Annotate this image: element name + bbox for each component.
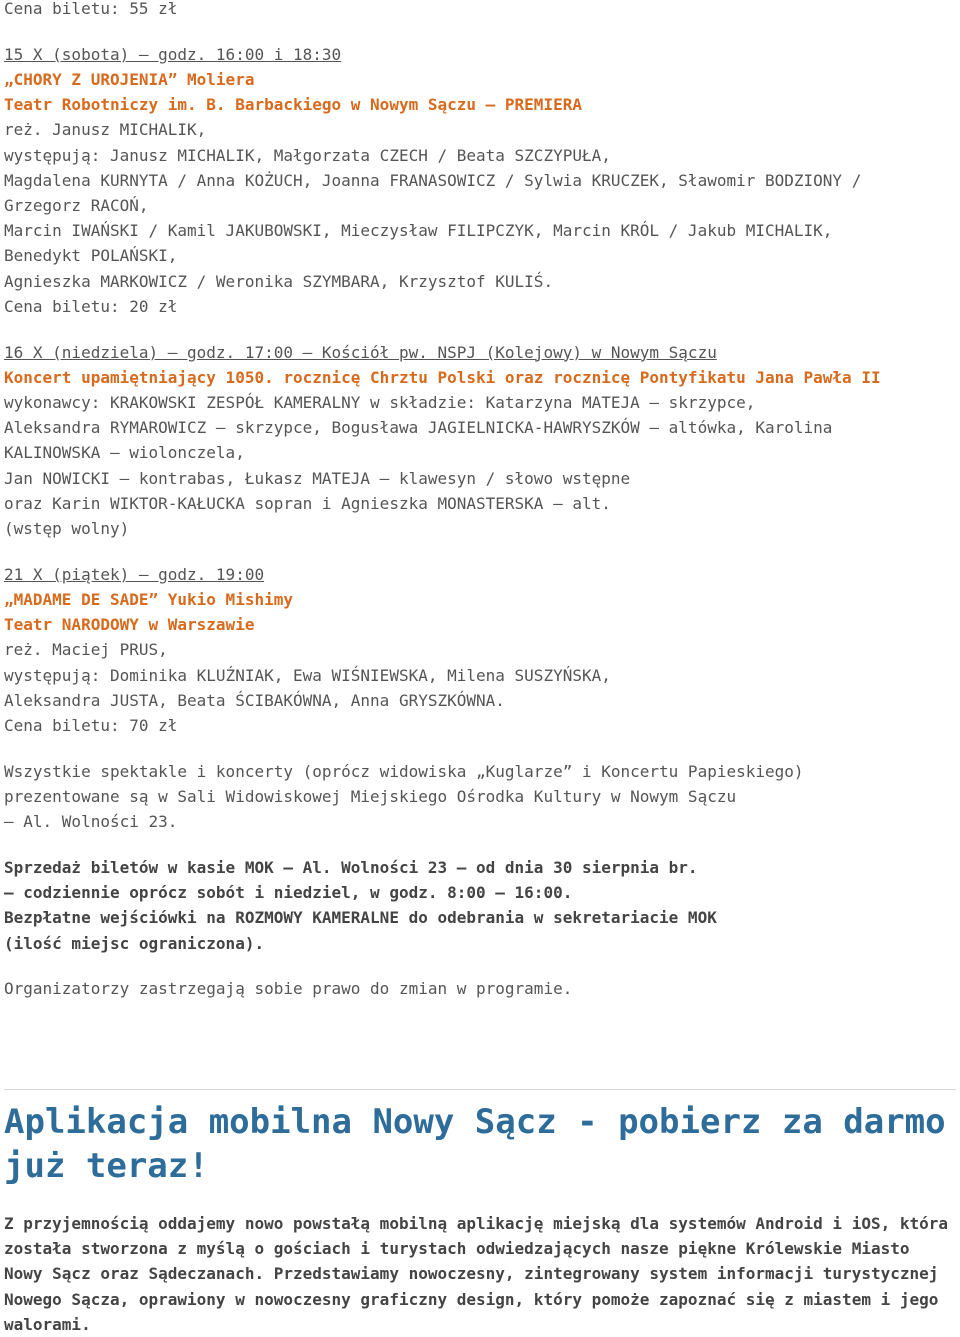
event1-cast: występują: Janusz MICHALIK, Małgorzata CZECH / Beata SZCZYPUŁA,	[4, 145, 611, 165]
app-paragraph: Z przyjemnością oddajemy nowo powstałą mobilną aplikację miejską dla systemów Android i iOS, która została stworzona z myślą o gościach i turystach odwiedzających nasze piękne Królewskie Miasto Nowy Sącz oraz Sądeczanach. Przedstawiamy nowoczesny, zintegrowany system informacji turystycznej Nowego Sącza, oprawiony w nowoczesny graficzny design, który pomoże zapoznać się z miastem i jego walorami.	[4, 1214, 949, 1334]
sales-line: Bezpłatne wejściówki na ROZMOWY KAMERALNE do odebrania w sekretariacie MOK	[4, 908, 717, 928]
event2-performers: Aleksandra RYMAROWICZ – skrzypce, Bogusława JAGIELNICKA-HAWRYSZKÓW – altówka, Karolina	[4, 418, 833, 438]
ticket-sales-info	[4, 855, 956, 956]
event2-title: Koncert upamiętniający 1050. rocznicę Chrztu Polski oraz rocznicę Pontyfikatu Jana Pawła II	[4, 367, 881, 387]
event-koncert	[4, 340, 956, 542]
event-madame-de-sade	[4, 562, 956, 738]
event3-cast: Aleksandra JUSTA, Beata ŚCIBAKÓWNA, Anna GRYSZKÓWNA.	[4, 690, 505, 710]
event2-entry: (wstęp wolny)	[4, 519, 130, 539]
event1-cast: Agnieszka MARKOWICZ / Weronika SZYMBARA, Krzysztof KULIŚ.	[4, 271, 554, 291]
venue-line: – Al. Wolności 23.	[4, 812, 178, 832]
event1-cast: Benedykt POLAŃSKI,	[4, 246, 178, 266]
event2-performers: oraz Karin WIKTOR-KAŁUCKA sopran i Agnieszka MONASTERSKA – alt.	[4, 493, 611, 513]
event1-title: „CHORY Z UROJENIA” Moliera	[4, 70, 255, 89]
event2-performers: wykonawcy: KRAKOWSKI ZESPÓŁ KAMERALNY w składzie: Katarzyna MATEJA – skrzypce,	[4, 393, 756, 413]
organizers-note: Organizatorzy zastrzegają sobie prawo do zmian w programie.	[4, 979, 573, 999]
event1-date: 15 X (sobota) – godz. 16:00 i 18:30	[4, 44, 342, 64]
event3-theatre: Teatr NARODOWY w Warszawie	[4, 615, 255, 635]
event2-date: 16 X (niedziela) – godz. 17:00 – Kościół pw. NSPJ (Kolejowy) w Nowym Sączu	[4, 342, 717, 362]
event3-director: reż. Maciej PRUS,	[4, 640, 168, 660]
app-heading: Aplikacja mobilna Nowy Sącz - pobierz za darmo już teraz!	[4, 1102, 946, 1186]
event3-title: „MADAME DE SADE” Yukio Mishimy	[4, 590, 293, 610]
event1-cast: Grzegorz RACOŃ,	[4, 196, 149, 216]
event2-performers: KALINOWSKA – wiolonczela,	[4, 443, 245, 463]
event1-theatre: Teatr Robotniczy im. B. Barbackiego w Nowym Sączu – PREMIERA	[4, 95, 582, 115]
sales-line: – codziennie oprócz sobót i niedziel, w godz. 8:00 – 16:00.	[4, 883, 573, 903]
event1-cast: Marcin IWAŃSKI / Kamil JAKUBOWSKI, Mieczysław FILIPCZYK, Marcin KRÓL / Jakub MICHALIK,	[4, 221, 833, 241]
event3-price: Cena biletu: 70 zł	[4, 716, 178, 736]
event-chory-z-urojenia	[4, 42, 956, 319]
event3-cast: występują: Dominika KLUŹNIAK, Ewa WIŚNIEWSKA, Milena SUSZYŃSKA,	[4, 665, 611, 685]
event1-director: reż. Janusz MICHALIK,	[4, 120, 207, 140]
venue-line: Wszystkie spektakle i koncerty (oprócz widowiska „Kuglarze” i Koncertu Papieskiego)	[4, 761, 804, 781]
event1-cast: Magdalena KURNYTA / Anna KOŻUCH, Joanna FRANASOWICZ / Sylwia KRUCZEK, Sławomir BODZIONY /	[4, 170, 862, 190]
event1-price: Cena biletu: 20 zł	[4, 296, 178, 316]
intro-price: Cena biletu: 55 zł	[4, 0, 178, 18]
event2-performers: Jan NOWICKI – kontrabas, Łukasz MATEJA – klawesyn / słowo wstępne	[4, 468, 631, 488]
venue-info	[4, 759, 956, 835]
sales-line: Sprzedaż biletów w kasie MOK – Al. Wolności 23 – od dnia 30 sierpnia br.	[4, 858, 698, 878]
section-divider	[4, 1089, 956, 1090]
event-program	[4, 0, 956, 1002]
venue-line: prezentowane są w Sali Widowiskowej Miejskiego Ośrodka Kultury w Nowym Sączu	[4, 787, 737, 807]
event3-date: 21 X (piątek) – godz. 19:00	[4, 564, 265, 584]
sales-line: (ilość miejsc ograniczona).	[4, 933, 265, 953]
